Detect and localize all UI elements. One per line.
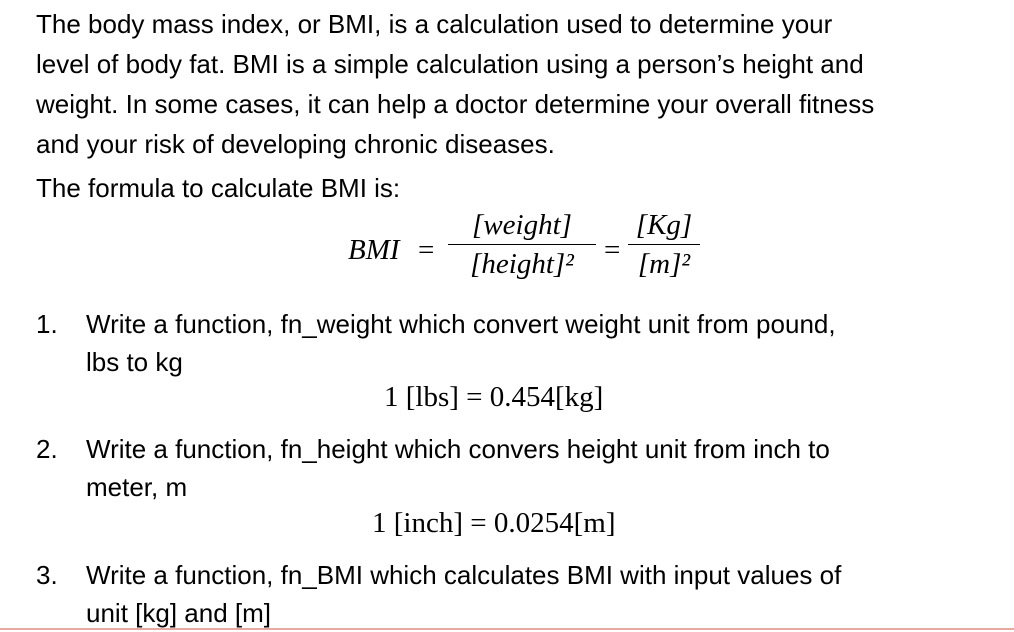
fraction-numerator: [Kg]	[628, 208, 700, 245]
list-item-number: 3.	[36, 560, 58, 590]
intro-line: weight. In some cases, it can help a doctor determine your overall fitness	[36, 89, 875, 119]
conversion-equation-inch-m: 1 [inch] = 0.0254[m]	[372, 507, 616, 539]
fraction-weight-height	[448, 208, 596, 281]
list-item-number: 2.	[36, 434, 58, 464]
intro-line: and your risk of developing chronic diseases.	[36, 129, 555, 159]
list-item-line: Write a function, fn_weight which convert weight unit from pound,	[86, 309, 836, 339]
conversion-equation-lbs-kg: 1 [lbs] = 0.454[kg]	[384, 381, 604, 413]
formula-lhs: BMI	[348, 234, 400, 266]
intro-line: The body mass index, or BMI, is a calculation used to determine your	[36, 9, 833, 39]
list-item-line: meter, m	[86, 472, 188, 502]
list-item-line: Write a function, fn_BMI which calculates BMI with input values of	[86, 560, 842, 590]
fraction-numerator: [weight]	[448, 208, 596, 245]
formula-equals-1: =	[418, 234, 435, 266]
formula-intro: The formula to calculate BMI is:	[36, 173, 401, 203]
formula-equals-2: =	[604, 234, 621, 266]
intro-line: level of body fat. BMI is a simple calculation using a person’s height and	[36, 49, 864, 79]
list-item-text	[86, 556, 986, 632]
fraction-denominator: [height]²	[470, 248, 574, 280]
list-item-text	[86, 430, 986, 506]
list-item-line: Write a function, fn_height which convers height unit from inch to	[86, 434, 830, 464]
list-item-text	[86, 305, 986, 381]
list-item-line: lbs to kg	[86, 347, 183, 377]
page-bottom-divider	[0, 628, 1014, 630]
fraction-kg-m	[628, 208, 700, 281]
fraction-denominator: [m]²	[637, 248, 691, 280]
list-item-line: unit [kg] and [m]	[86, 598, 271, 628]
list-item-number: 1.	[36, 309, 58, 339]
intro-paragraph	[36, 4, 1004, 164]
